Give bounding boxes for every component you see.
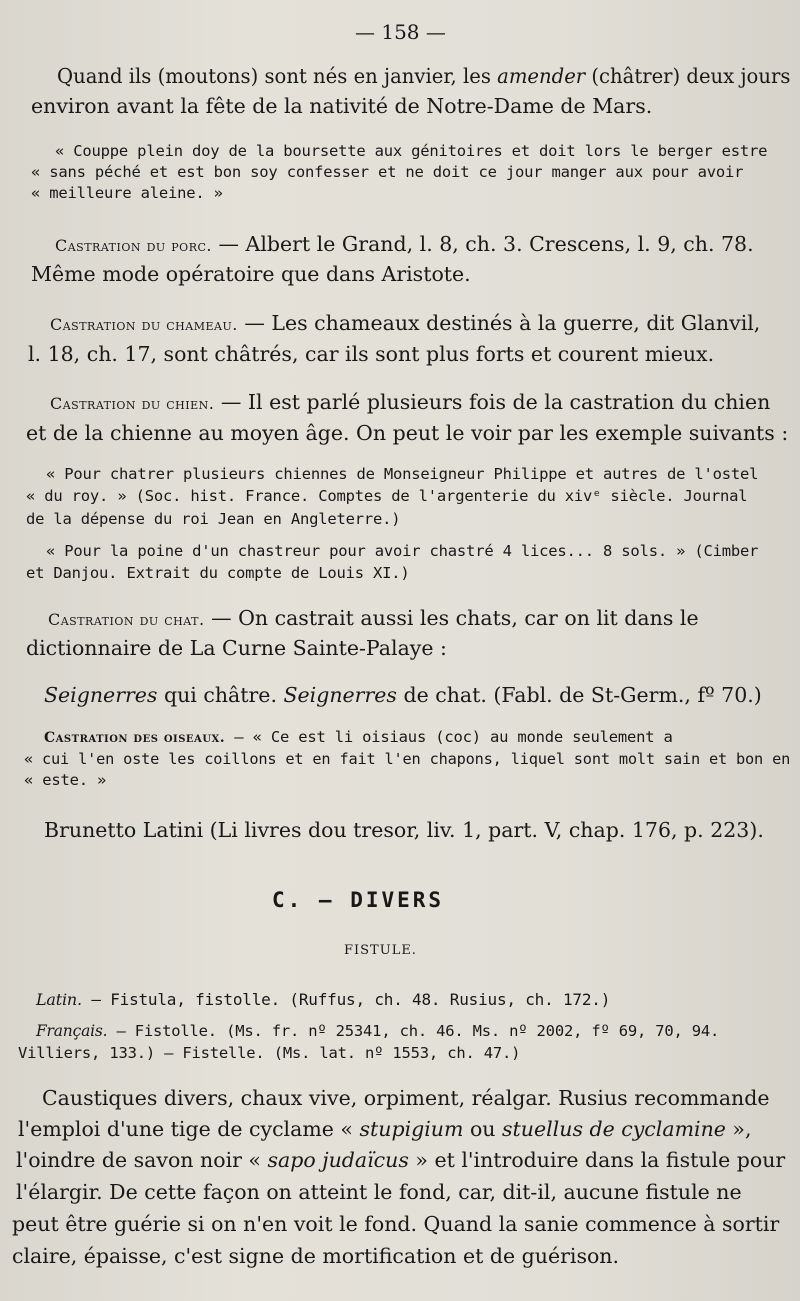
text: de chat. (Fabl. de St-Germ., fº 70.) (396, 683, 762, 707)
text: — Fistolle. (Ms. fr. nº 25341, ch. 46. Ms. nº 2002, fº 69, 70, 94. (107, 1022, 720, 1040)
text: — Albert le Grand, l. 8, ch. 3. Crescens, l. 9, ch. 78. (211, 232, 754, 256)
italic-term: sapo judaïcus (267, 1148, 409, 1172)
text: l'oindre de savon noir « (16, 1148, 268, 1172)
italic-term: stuellus de cyclamine (502, 1117, 726, 1141)
text: — Les chameaux destinés à la guerre, dit Glanvil, (237, 311, 761, 335)
brunetto-citation: Brunetto Latini (Li livres dou tresor, liv. 1, part. V, chap. 176, p. 223). (44, 818, 764, 842)
paragraph-moutons-line-1 (57, 66, 790, 87)
text: l'emploi d'une tige de cyclame « (18, 1117, 360, 1141)
italic-term: Seignerres (283, 683, 397, 707)
seignerres-line (44, 685, 762, 706)
italic-term: Seignerres (44, 683, 158, 707)
subheading-fistule: FISTULE. (344, 943, 417, 958)
final-paragraph-line-1: Caustiques divers, chaux vive, orpiment, réalgar. Rusius recommande (42, 1086, 770, 1110)
quote-line: « du roy. » (Soc. hist. France. Comptes de l'argenterie du xivᵉ siècle. Journal (26, 487, 748, 505)
italic-term: stupigium (359, 1117, 464, 1141)
section-label: Castration du chat. (48, 610, 205, 629)
quote-line: « sans péché et est bon soy confesser et ne doit ce jour manger aux pour avoir (31, 163, 744, 181)
castration-chameau-line-2: l. 18, ch. 17, sont châtrés, car ils sont plus forts et courent mieux. (28, 342, 715, 366)
section-label: Castration du chien. (50, 394, 215, 413)
section-label: Castration du porc. (55, 236, 212, 255)
text: » et l'introduire dans la fistule pour (408, 1148, 786, 1172)
final-paragraph-line-4: l'élargir. De cette façon on atteint le fond, car, dit-il, aucune fistule ne (16, 1180, 742, 1204)
section-heading: C. — DIVERS (272, 888, 445, 912)
castration-chien-line-1 (50, 392, 770, 413)
section-label: Castration des oiseaux. (44, 730, 226, 746)
quote-line: « Couppe plein doy de la boursette aux génitoires et doit lors le berger estre (55, 142, 768, 160)
text: ou (463, 1117, 503, 1141)
final-paragraph-line-5: peut être guérie si on n'en voit le fond. Quand la sanie commence à sortir (12, 1212, 780, 1236)
quote-line: et Danjou. Extrait du compte de Louis XI.) (26, 564, 410, 582)
francais-line-2: Villiers, 133.) — Fistelle. (Ms. lat. nº 1553, ch. 47.) (18, 1044, 521, 1062)
final-paragraph-line-2 (18, 1119, 751, 1140)
castration-oiseaux-line-3: « este. » (24, 771, 107, 789)
latin-line (36, 992, 610, 1008)
quote-line: « meilleure aleine. » (31, 184, 223, 202)
quote-line: « Pour la poine d'un chastreur pour avoir chastré 4 lices... 8 sols. » (Cimber (46, 542, 759, 560)
text: — On castrait aussi les chats, car on lit dans le (204, 606, 699, 630)
text: qui châtre. (157, 683, 284, 707)
italic-term: Latin. (36, 990, 82, 1009)
page-number: — 158 — (355, 20, 446, 44)
section-label: Castration du chameau. (50, 315, 238, 334)
castration-chat-line-1 (48, 608, 699, 629)
text: — « Ce est li oisiaus (coc) au monde seulement a (225, 728, 673, 746)
castration-porc-line-2: Même mode opératoire que dans Aristote. (31, 262, 471, 286)
castration-chameau-line-1 (50, 313, 760, 334)
francais-line-1 (36, 1024, 719, 1040)
final-paragraph-line-6: claire, épaisse, c'est signe de mortification et de guérison. (12, 1244, 620, 1268)
text: (châtrer) deux jours (585, 64, 791, 88)
text: — Il est parlé plusieurs fois de la castration du chien (214, 390, 771, 414)
italic-term: Français. (36, 1022, 108, 1040)
final-paragraph-line-3 (16, 1150, 785, 1171)
italic-term: amender (497, 64, 586, 88)
text: — Fistula, fistolle. (Ruffus, ch. 48. Rusius, ch. 172.) (81, 990, 611, 1009)
castration-oiseaux-line-2: « cui l'en oste les coillons et en fait l'en chapons, liquel sont molt sain et bon en (24, 750, 791, 768)
castration-porc-line-1 (55, 234, 754, 255)
text: », (725, 1117, 752, 1141)
quote-line: « Pour chatrer plusieurs chiennes de Monseigneur Philippe et autres de l'ostel (46, 465, 759, 483)
quote-line: de la dépense du roi Jean en Angleterre.) (26, 510, 401, 528)
castration-chien-line-2: et de la chienne au moyen âge. On peut le voir par les exemple suivants : (26, 421, 789, 445)
castration-oiseaux-line-1 (44, 730, 673, 746)
castration-chat-line-2: dictionnaire de La Curne Sainte-Palaye : (26, 636, 447, 660)
paragraph-moutons-line-2: environ avant la fête de la nativité de Notre-Dame de Mars. (31, 94, 653, 118)
text: Quand ils (moutons) sont nés en janvier, les (57, 64, 498, 88)
